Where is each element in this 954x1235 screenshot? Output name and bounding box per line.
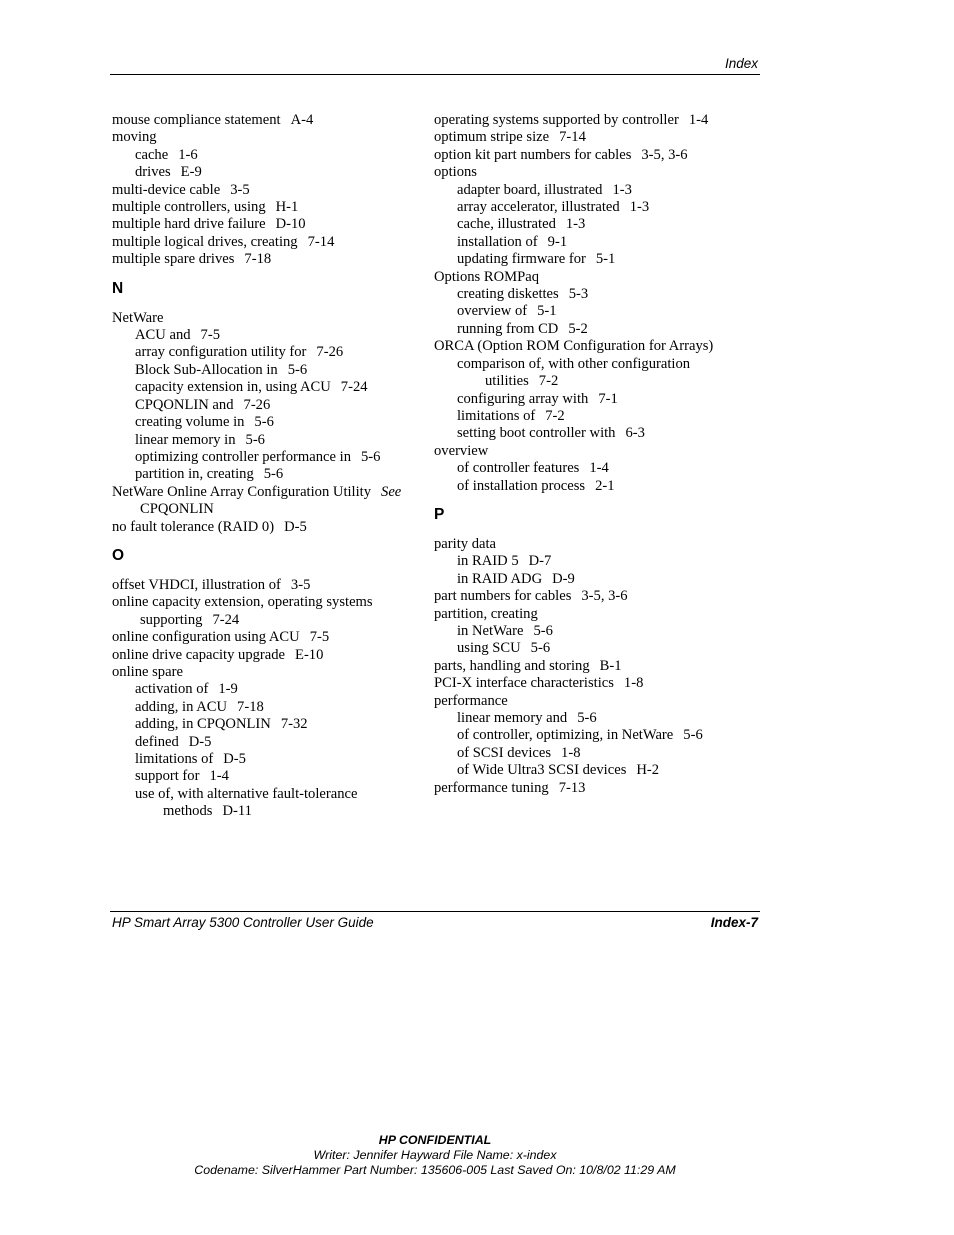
index-subentry [434,391,724,408]
index-entry [434,675,724,692]
index-term: adding, in CPQONLIN [135,716,271,733]
index-page-ref: 7-24 [340,379,368,396]
index-page-ref: 5-6 [533,622,553,639]
index-subentry [434,553,724,570]
index-page-ref: 6-3 [625,425,645,442]
index-term: using SCU [457,640,521,657]
index-term: online spare [112,663,183,680]
index-page-ref: 5-6 [254,414,274,431]
confidential-block [0,1133,870,1178]
index-subentry [112,397,412,414]
index-subentry [434,640,724,657]
footer-page-number: Index-7 [710,915,758,930]
index-subentry [112,344,412,361]
index-column-right [434,112,724,797]
index-term: cache, illustrated [457,216,556,233]
index-term: multiple logical drives, creating [112,233,298,250]
index-subentry [434,356,724,391]
index-page-ref: 7-5 [309,629,330,646]
index-term: capacity extension in, using ACU [135,379,331,396]
index-term: NetWare Online Array Configuration Utility [112,483,372,500]
index-page-ref: 7-26 [316,344,344,361]
index-letter-heading: P [434,505,445,523]
index-letter-heading: O [112,546,125,564]
index-page-ref: 7-2 [538,373,559,390]
index-entry [112,664,412,681]
index-entry [112,647,412,664]
index-page-ref: E-10 [295,646,324,663]
index-term: of controller, optimizing, in NetWare [457,727,674,744]
index-term: of SCSI devices [457,744,552,761]
index-term: installation of [457,233,538,250]
index-subentry [112,362,412,379]
index-subentry [434,182,724,199]
index-entry [112,129,412,146]
index-subentry [434,408,724,425]
index-page-ref: 3-5, 3-6 [581,588,628,605]
index-page-ref: 7-1 [598,390,618,407]
index-page-ref: 3-5 [230,181,250,198]
index-term: optimum stripe size [434,129,550,146]
index-term: moving [112,129,157,146]
index-entry [112,629,412,646]
confidential-writer-line: Writer: Jennifer Hayward File Name: x-index [313,1148,557,1162]
index-entry [112,199,412,216]
confidential-codename-line: Codename: SilverHammer Part Number: 135606-005 Last Saved On: 10/8/02 11:29 AM [194,1163,676,1177]
index-entry [434,536,724,553]
index-page-ref: B-1 [599,657,622,674]
index-subentry [112,716,412,733]
index-entry [434,658,724,675]
index-entry [112,251,412,268]
index-term: configuring array with [457,390,589,407]
index-entry [434,693,724,710]
index-term: online capacity extension, operating systems supporting [112,594,373,628]
index-page-ref: 3-5, 3-6 [641,146,688,163]
index-subentry [112,751,412,768]
index-page-ref: 1-3 [612,181,632,198]
index-term: linear memory and [457,710,568,726]
index-page-ref: 5-1 [595,251,616,268]
index-page-ref: 1-4 [688,112,709,128]
index-page-ref: A-4 [290,112,314,128]
index-subentry [112,147,412,164]
index-page-ref: 5-6 [577,710,597,726]
header-rule [110,74,760,75]
index-page-ref: 5-1 [537,303,557,320]
index-subentry [434,234,724,251]
index-page-ref: H-2 [636,762,660,779]
index-term: activation of [135,681,209,698]
index-entry [434,112,724,129]
index-page-ref: H-1 [275,199,299,216]
index-subentry [112,466,412,483]
index-term: parts, handling and storing [434,657,590,674]
index-term: setting boot controller with [457,425,616,442]
index-subentry [112,786,412,821]
index-term: running from CD [457,320,559,337]
index-term: in NetWare [457,622,524,639]
index-term: comparison of, with other configuration utilities [457,355,691,390]
index-page-ref: 7-18 [244,251,272,268]
index-entry [434,338,724,355]
index-page-ref: 7-2 [545,407,565,424]
index-term: overview of [457,303,528,320]
index-term: performance [434,692,508,709]
index-term: array accelerator, illustrated [457,199,620,216]
index-term: option kit part numbers for cables [434,146,632,163]
index-entry [112,182,412,199]
index-term: adapter board, illustrated [457,181,603,198]
index-page-ref: 1-3 [565,216,586,233]
index-page-ref: 7-14 [307,233,335,250]
index-subentry [434,199,724,216]
index-term: multiple controllers, using [112,199,266,216]
index-term: use of, with alternative fault-tolerance methods [135,785,358,820]
footer-guide-title: HP Smart Array 5300 Controller User Guide [112,915,374,930]
index-page-ref: 5-3 [568,286,589,303]
index-page-ref: 1-9 [218,681,238,698]
index-entry [112,577,412,594]
index-term: of Wide Ultra3 SCSI devices [457,762,627,779]
index-page-ref: 5-2 [568,320,588,337]
index-term: online configuration using ACU [112,629,300,646]
index-entry [434,780,724,797]
index-term: PCI-X interface characteristics [434,675,614,692]
index-page-ref: 7-32 [280,716,308,733]
index-page-ref: D-5 [223,751,246,767]
index-term: options [434,164,477,181]
index-term: cache [135,146,169,163]
index-term: Block Sub-Allocation in [135,361,278,378]
index-page-ref: 2-1 [595,477,615,494]
index-term: performance tuning [434,779,549,796]
see-reference-target: CPQONLIN [140,501,214,518]
index-entry [434,588,724,605]
index-subentry [434,727,724,744]
index-page-ref: 1-4 [589,460,609,477]
index-page-ref: 1-8 [561,744,581,761]
index-subentry [434,425,724,442]
index-term: drives [135,164,171,181]
index-page-ref: 9-1 [547,233,568,250]
index-subentry [112,699,412,716]
index-term: overview [434,442,489,459]
index-subentry [434,478,724,495]
index-subentry [112,414,412,431]
index-page-ref: 3-5 [290,576,311,593]
index-page-ref: 7-13 [558,779,586,796]
index-page-ref: 5-6 [287,361,308,378]
index-term: linear memory in [135,431,236,448]
running-header-title: Index [724,56,758,71]
index-term: NetWare [112,309,164,326]
index-entry [112,519,412,536]
index-term: ACU and [135,327,191,344]
index-subentry [434,286,724,303]
index-term: optimizing controller performance in [135,448,351,465]
index-page-ref: 5-6 [263,466,284,483]
index-page-ref: 7-14 [559,129,586,146]
index-page-ref: 7-18 [237,698,264,715]
index-page-ref: 1-4 [209,768,229,785]
index-page-ref: D-7 [528,553,552,570]
index-subentry [112,768,412,785]
index-term: adding, in ACU [135,698,228,715]
index-term: online drive capacity upgrade [112,646,286,663]
index-subentry [434,710,724,727]
index-term: CPQONLIN and [135,396,234,413]
index-term: defined [135,733,179,750]
index-term: partition, creating [434,605,538,622]
index-term: limitations of [135,751,214,767]
index-term: in RAID 5 [457,553,519,570]
index-entry [434,443,724,460]
index-term: no fault tolerance (RAID 0) [112,518,275,535]
index-subentry [434,303,724,320]
index-subentry [112,681,412,698]
index-page-ref: 5-6 [245,431,265,448]
index-subentry [434,251,724,268]
index-page-ref: D-9 [552,570,575,587]
index-subentry [112,379,412,396]
index-page-ref: 7-26 [243,396,271,413]
index-subentry [434,762,724,779]
index-term: multi-device cable [112,181,221,198]
index-term: of installation process [457,477,586,494]
index-term: creating volume in [135,414,245,431]
index-page-ref: 1-3 [629,199,650,216]
index-subentry [112,449,412,466]
index-letter-heading: N [112,279,124,297]
index-entry [434,606,724,623]
index-term: in RAID ADG [457,570,543,587]
index-page-ref: D-10 [275,216,306,233]
index-subentry [112,164,412,181]
index-entry [112,216,412,233]
index-term: Options ROMPaq [434,268,540,285]
index-term: operating systems supported by controller [434,112,679,128]
index-page-ref: 7-24 [212,611,240,628]
index-subentry [434,623,724,640]
index-term: creating diskettes [457,286,559,303]
index-term: mouse compliance statement [112,112,281,128]
index-page-ref: 1-8 [623,675,644,692]
index-page-ref: 5-6 [683,727,703,744]
index-entry [112,484,412,519]
index-subentry [112,734,412,751]
index-term: updating firmware for [457,251,586,268]
index-entry [112,594,412,629]
index-column-left [112,112,412,821]
index-subentry [434,321,724,338]
index-subentry [112,327,412,344]
index-subentry [434,460,724,477]
index-page-ref: D-5 [188,733,212,750]
index-subentry [434,745,724,762]
index-term: array configuration utility for [135,344,307,361]
index-entry [434,129,724,146]
index-term: part numbers for cables [434,588,572,605]
index-subentry [434,571,724,588]
index-term: multiple hard drive failure [112,216,266,233]
index-term: support for [135,768,200,785]
index-term: of controller features [457,460,580,477]
index-term: limitations of [457,407,536,424]
index-term: partition in, creating [135,466,254,483]
footer-rule [110,911,760,912]
index-term: ORCA (Option ROM Configuration for Arrays) [434,338,714,355]
confidential-label: HP CONFIDENTIAL [378,1133,492,1147]
index-term: multiple spare drives [112,251,235,268]
index-page-ref: 5-6 [530,640,551,657]
index-entry [434,164,724,181]
index-page-ref: E-9 [180,164,202,181]
index-subentry [112,432,412,449]
index-page-ref: D-11 [222,803,252,820]
see-reference-label: See [381,483,402,500]
index-entry [112,310,412,327]
index-term: offset VHDCI, illustration of [112,576,281,593]
index-entry [112,234,412,251]
index-term: parity data [434,535,496,552]
index-page-ref: 1-6 [178,146,198,163]
index-page-ref: 5-6 [361,448,381,465]
index-subentry [434,216,724,233]
index-entry [434,269,724,286]
index-page-ref: 7-5 [200,327,221,344]
index-entry [112,112,412,129]
index-page-ref: D-5 [284,518,307,535]
index-entry [434,147,724,164]
